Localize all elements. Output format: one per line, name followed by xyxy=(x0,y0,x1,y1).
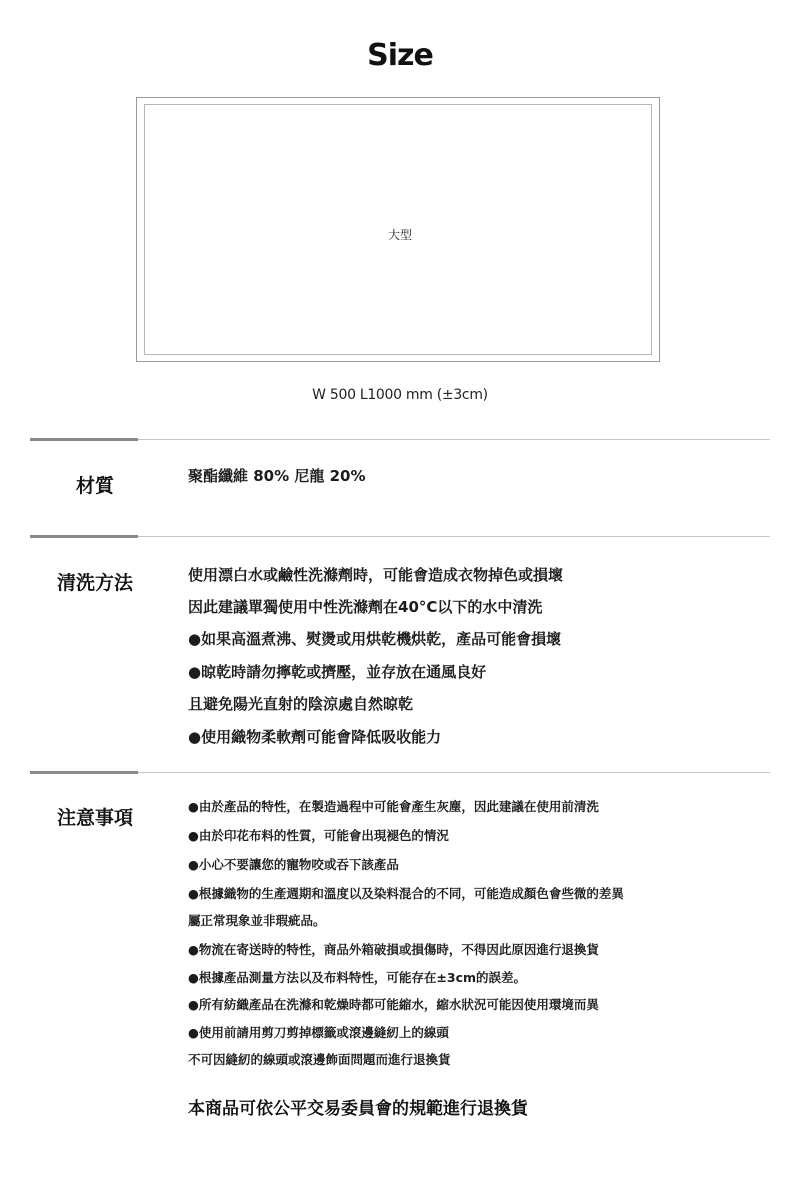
size-title: Size xyxy=(367,38,433,73)
notes-line: ●由於產品的特性，在製造過程中可能會產生灰塵，因此建議在使用前清洗 xyxy=(188,799,599,814)
divider-notes xyxy=(30,772,770,773)
divider-material xyxy=(30,439,770,440)
size-frame-label: 大型 xyxy=(387,228,412,242)
notes-line: 不可因縫紉的線頭或滾邊飾面問題而進行退換貨 xyxy=(188,1052,451,1067)
divider-notes-accent xyxy=(30,771,138,774)
notes-line: ●根據產品測量方法以及布料特性，可能存在±3cm的誤差。 xyxy=(188,970,527,985)
material-text: 聚酯纖維 80% 尼龍 20% xyxy=(188,467,366,485)
notes-line: ●小心不要讓您的寵物咬或吞下該產品 xyxy=(188,857,399,872)
washing-line: ●晾乾時請勿擰乾或擠壓，並存放在通風良好 xyxy=(188,663,487,681)
divider-material-accent xyxy=(30,438,138,441)
divider-washing xyxy=(30,536,770,537)
notes-line: ●由於印花布料的性質，可能會出現褪色的情況 xyxy=(188,828,449,843)
divider-washing-accent xyxy=(30,535,138,538)
material-heading: 材質 xyxy=(75,475,114,497)
return-policy-footer: 本商品可依公平交易委員會的規範進行退換貨 xyxy=(188,1099,528,1119)
washing-heading: 清洗方法 xyxy=(56,572,133,594)
size-dimensions: W 500 L1000 mm (±3cm) xyxy=(312,387,488,403)
washing-line: 且避免陽光直射的陰涼處自然晾乾 xyxy=(188,695,414,713)
notes-line: ●根據織物的生產週期和溫度以及染料混合的不同，可能造成顏色會些微的差異 xyxy=(188,886,624,901)
washing-line: ●如果高溫煮沸、熨燙或用烘乾機烘乾，產品可能會損壞 xyxy=(188,630,562,648)
washing-line: 因此建議單獨使用中性洗滌劑在40°C以下的水中清洗 xyxy=(188,598,543,616)
notes-line: ●使用前請用剪刀剪掉標籤或滾邊縫紉上的線頭 xyxy=(188,1025,449,1040)
notes-heading: 注意事項 xyxy=(56,807,133,829)
notes-line: ●所有紡織產品在洗滌和乾燥時都可能縮水，縮水狀況可能因使用環境而異 xyxy=(188,997,599,1012)
notes-line: ●物流在寄送時的特性，商品外箱破損或損傷時，不得因此原因進行退換貨 xyxy=(188,942,599,957)
washing-line: 使用漂白水或鹼性洗滌劑時，可能會造成衣物掉色或損壞 xyxy=(188,566,564,584)
washing-line: ●使用織物柔軟劑可能會降低吸收能力 xyxy=(188,728,442,746)
notes-line: 屬正常現象並非瑕疵品。 xyxy=(188,913,326,928)
